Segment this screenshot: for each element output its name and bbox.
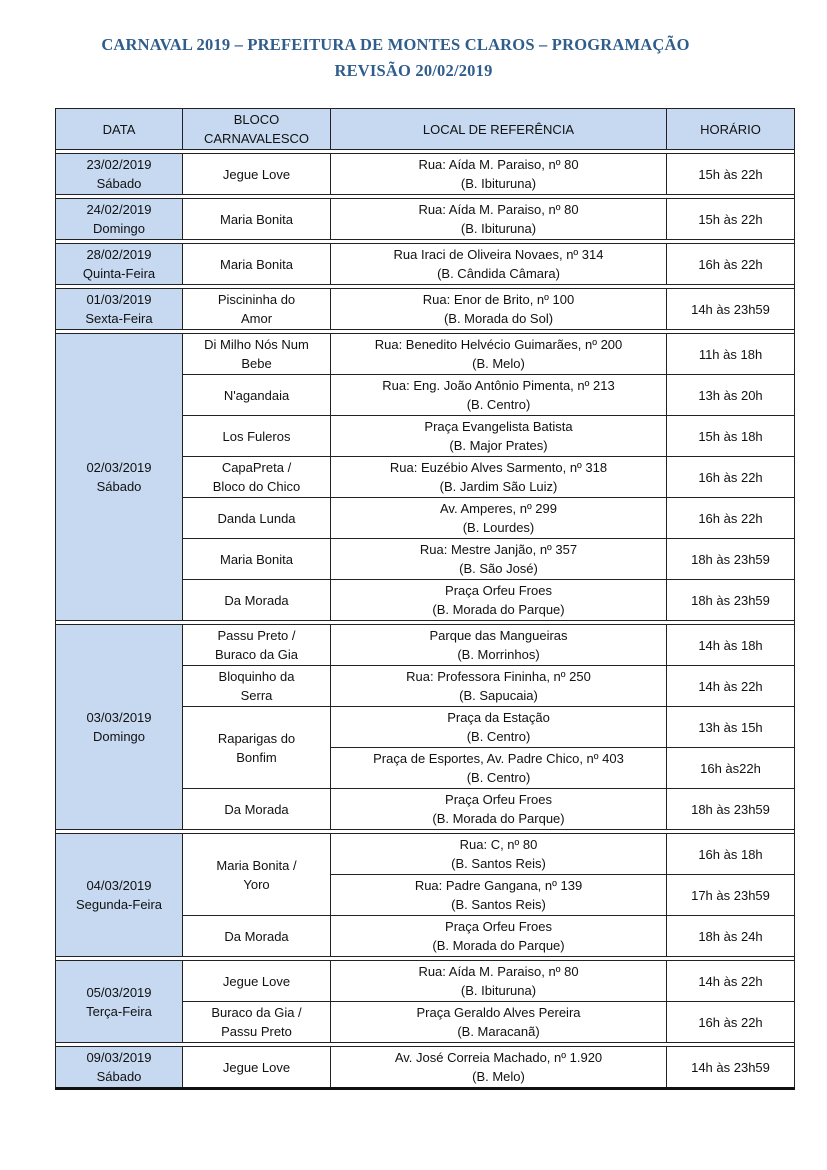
local-cell — [331, 498, 667, 539]
local-cell-line: Rua: Aída M. Paraiso, nº 80 — [418, 964, 579, 979]
bloco-cell-line: Maria Bonita — [220, 211, 293, 227]
bloco-cell-line: Jegue Love — [222, 166, 291, 182]
local-cell-line: Praça Evangelista Batista — [424, 419, 573, 434]
local-cell-line: Praça Orfeu Froes — [445, 583, 552, 598]
local-cell — [331, 416, 667, 457]
horario-cell-line: 16h às 18h — [698, 846, 763, 862]
local-cell-line: Rua: C, nº 80 — [459, 837, 538, 852]
local-cell-line: (B. Major Prates) — [449, 438, 548, 453]
local-cell — [331, 748, 667, 789]
table-row — [56, 244, 795, 285]
bloco-cell — [183, 154, 331, 195]
local-cell — [331, 834, 667, 875]
local-cell-line: (B. Santos Reis) — [451, 897, 546, 912]
table-row — [56, 1047, 795, 1089]
bloco-cell-line: Bloquinho da — [218, 669, 295, 684]
horario-cell — [667, 789, 795, 830]
horario-cell-line: 15h às 22h — [698, 211, 763, 227]
horario-cell — [667, 875, 795, 916]
horario-cell-line: 18h às 23h59 — [691, 801, 770, 817]
horario-cell-line: 14h às 18h — [698, 637, 763, 653]
bloco-cell — [183, 457, 331, 498]
horario-cell-line: 15h às 22h — [698, 166, 763, 182]
bloco-cell-line: Maria Bonita / — [216, 857, 297, 873]
local-cell — [331, 875, 667, 916]
bloco-cell — [183, 916, 331, 957]
bloco-cell — [183, 416, 331, 457]
date-cell-line: 28/02/2019 — [86, 247, 152, 262]
bloco-cell — [183, 498, 331, 539]
local-cell-line: (B. Santos Reis) — [451, 856, 546, 871]
local-cell-line: (B. Sapucaia) — [459, 688, 538, 703]
horario-cell — [667, 289, 795, 330]
local-cell-line: Rua: Mestre Janjão, nº 357 — [419, 542, 578, 557]
bloco-cell — [183, 334, 331, 375]
local-cell-line: (B. Centro) — [466, 770, 531, 785]
bloco-cell — [183, 580, 331, 621]
bloco-cell — [183, 1002, 331, 1043]
local-cell-line: Rua Iraci de Oliveira Novaes, nº 314 — [393, 247, 604, 262]
horario-cell — [667, 916, 795, 957]
horario-cell — [667, 748, 795, 789]
local-cell-line: (B. Centro) — [466, 397, 531, 412]
table-row — [56, 834, 795, 875]
local-cell-line: Rua: Enor de Brito, nº 100 — [422, 292, 575, 307]
local-cell — [331, 539, 667, 580]
local-cell-line: (B. Lourdes) — [462, 520, 535, 535]
table-row — [56, 154, 795, 195]
bloco-cell — [183, 539, 331, 580]
bloco-cell-line: Raparigas do — [217, 730, 296, 746]
date-cell-line: Domingo — [92, 221, 146, 236]
date-cell-line: Terça-Feira — [86, 1003, 152, 1019]
local-cell — [331, 707, 667, 748]
horario-cell — [667, 199, 795, 240]
horario-cell — [667, 498, 795, 539]
local-cell-line: (B. Ibituruna) — [460, 983, 537, 998]
horario-cell — [667, 625, 795, 666]
date-cell-line: Sexta-Feira — [85, 311, 153, 326]
horario-cell-line: 16h às22h — [700, 760, 761, 776]
horario-cell — [667, 416, 795, 457]
table-row — [56, 289, 795, 330]
local-cell — [331, 244, 667, 285]
horario-cell-line: 11h às 18h — [698, 346, 763, 362]
bloco-cell — [183, 961, 331, 1002]
bloco-cell — [183, 375, 331, 416]
local-cell — [331, 375, 667, 416]
horario-cell-line: 16h às 22h — [698, 1014, 763, 1030]
horario-cell — [667, 961, 795, 1002]
local-cell-line: (B. Morada do Parque) — [432, 602, 565, 617]
local-cell — [331, 580, 667, 621]
table-row — [56, 625, 795, 666]
horario-cell — [667, 375, 795, 416]
bloco-cell-line: Bonfim — [236, 749, 277, 765]
col-bloco-header — [183, 109, 331, 150]
date-cell-line: 09/03/2019 — [86, 1050, 152, 1065]
local-cell — [331, 625, 667, 666]
table-row — [56, 334, 795, 375]
local-cell — [331, 961, 667, 1002]
date-cell-line: 23/02/2019 — [86, 157, 152, 172]
horario-cell-line: 16h às 22h — [698, 510, 763, 526]
bloco-cell — [183, 707, 331, 789]
col-bloco-header-line: CARNAVALESCO — [204, 131, 309, 146]
local-cell-line: Rua: Padre Gangana, nº 139 — [414, 878, 583, 893]
horario-cell-line: 16h às 22h — [698, 256, 763, 272]
horario-cell-line: 14h às 23h59 — [691, 1059, 770, 1075]
local-cell-line: (B. Morada do Parque) — [432, 811, 565, 826]
horario-cell-line: 16h às 22h — [698, 469, 763, 485]
date-cell — [56, 199, 183, 240]
date-cell-line: 03/03/2019 — [86, 710, 152, 725]
table-row — [56, 199, 795, 240]
bloco-cell — [183, 199, 331, 240]
local-cell-line: (B. Ibituruna) — [460, 176, 537, 191]
date-cell-line: 01/03/2019 — [86, 292, 152, 307]
local-cell-line: (B. Melo) — [472, 1069, 525, 1084]
horario-cell — [667, 457, 795, 498]
col-bloco-header-line: BLOCO — [233, 112, 280, 127]
horario-cell-line: 14h às 22h — [698, 973, 763, 989]
bloco-cell-line: N'agandaia — [223, 387, 290, 403]
date-cell-line: Sábado — [96, 479, 142, 494]
horario-cell — [667, 707, 795, 748]
bloco-cell-line: Jegue Love — [222, 973, 291, 989]
date-cell — [56, 334, 183, 621]
local-cell-line: Praça de Esportes, Av. Padre Chico, nº 403 — [373, 751, 624, 766]
col-horario-header-line: HORÁRIO — [700, 121, 761, 137]
local-cell — [331, 289, 667, 330]
horario-cell-line: 13h às 15h — [698, 719, 763, 735]
bloco-cell — [183, 789, 331, 830]
horario-cell-line: 14h às 22h — [698, 678, 763, 694]
bloco-cell-line: Buraco da Gia / — [211, 1005, 302, 1020]
date-cell-line: 05/03/2019 — [86, 984, 152, 1000]
horario-cell-line: 15h às 18h — [698, 428, 763, 444]
bloco-cell — [183, 666, 331, 707]
local-cell-line: (B. Ibituruna) — [460, 221, 537, 236]
local-cell — [331, 916, 667, 957]
date-cell-line: 04/03/2019 — [86, 878, 152, 893]
bloco-cell-line: Da Morada — [224, 928, 289, 944]
date-cell — [56, 625, 183, 830]
date-cell-line: Domingo — [92, 729, 146, 744]
local-cell-line: Rua: Professora Fininha, nº 250 — [406, 669, 591, 684]
local-cell — [331, 457, 667, 498]
local-cell — [331, 666, 667, 707]
horario-cell-line: 13h às 20h — [698, 387, 763, 403]
bloco-cell-line: Da Morada — [224, 801, 289, 817]
local-cell — [331, 199, 667, 240]
local-cell-line: Praça da Estação — [447, 710, 550, 725]
horario-cell-line: 17h às 23h59 — [691, 887, 770, 903]
local-cell — [331, 334, 667, 375]
bloco-cell-line: Piscininha do — [217, 292, 296, 307]
horario-cell — [667, 539, 795, 580]
date-cell — [56, 244, 183, 285]
local-cell-line: Praça Orfeu Froes — [445, 919, 552, 934]
horario-cell-line: 18h às 24h — [698, 928, 763, 944]
bloco-cell — [183, 1047, 331, 1089]
local-cell-line: (B. Melo) — [472, 356, 525, 371]
date-cell — [56, 834, 183, 957]
bloco-cell-line: Jegue Love — [222, 1059, 291, 1075]
col-local-header — [331, 109, 667, 150]
bloco-cell — [183, 834, 331, 916]
horario-cell — [667, 1002, 795, 1043]
document-title: CARNAVAL 2019 – PREFEITURA DE MONTES CLAROS – PROGRAMAÇÃO — [101, 35, 690, 54]
local-cell-line: (B. Maracanã) — [457, 1024, 540, 1039]
bloco-cell — [183, 625, 331, 666]
horario-cell-line: 14h às 23h59 — [691, 301, 770, 317]
horario-cell — [667, 580, 795, 621]
bloco-cell-line: Maria Bonita — [220, 551, 293, 567]
local-cell-line: Praça Geraldo Alves Pereira — [416, 1005, 581, 1020]
col-local-header-line: LOCAL DE REFERÊNCIA — [422, 121, 575, 137]
bloco-cell-line: Da Morada — [224, 592, 289, 608]
local-cell-line: (B. São José) — [459, 561, 538, 576]
local-cell-line: (B. Centro) — [466, 729, 531, 744]
local-cell-line: Rua: Aída M. Paraiso, nº 80 — [418, 202, 579, 217]
date-cell-line: 02/03/2019 — [86, 460, 152, 475]
local-cell-line: (B. Morada do Sol) — [443, 311, 554, 326]
revision-date: REVISÃO 20/02/2019 — [334, 61, 493, 80]
bloco-cell — [183, 289, 331, 330]
bloco-cell-line: Bloco do Chico — [212, 479, 301, 494]
table-header-row — [56, 109, 795, 150]
date-cell-line: Quinta-Feira — [82, 266, 156, 281]
local-cell — [331, 1047, 667, 1089]
local-cell-line: Praça Orfeu Froes — [445, 792, 552, 807]
date-cell-line: Segunda-Feira — [76, 897, 162, 912]
bloco-cell — [183, 244, 331, 285]
bloco-cell-line: Maria Bonita — [220, 256, 293, 272]
bloco-cell-line: Bebe — [241, 356, 272, 371]
horario-cell-line: 18h às 23h59 — [691, 592, 770, 608]
local-cell-line: (B. Jardim São Luiz) — [439, 479, 558, 494]
date-cell — [56, 1047, 183, 1089]
col-date-header — [56, 109, 183, 150]
bloco-cell-line: Amor — [240, 311, 273, 326]
bloco-cell-line: CapaPreta / — [221, 460, 292, 475]
schedule-table — [55, 108, 795, 1090]
bloco-cell-line: Los Fuleros — [222, 428, 291, 444]
local-cell — [331, 154, 667, 195]
bloco-cell-line: Buraco da Gia — [214, 647, 299, 662]
col-horario-header — [667, 109, 795, 150]
table-row — [56, 961, 795, 1002]
bloco-cell-line: Passu Preto — [221, 1024, 292, 1039]
local-cell-line: Av. Amperes, nº 299 — [440, 501, 557, 516]
local-cell — [331, 1002, 667, 1043]
local-cell-line: (B. Morada do Parque) — [432, 938, 565, 953]
date-cell-line: Sábado — [96, 176, 142, 191]
local-cell — [331, 789, 667, 830]
horario-cell — [667, 1047, 795, 1089]
bloco-cell-line: Serra — [240, 688, 273, 703]
horario-cell-line: 18h às 23h59 — [691, 551, 770, 567]
date-cell — [56, 961, 183, 1043]
horario-cell — [667, 154, 795, 195]
local-cell-line: Rua: Euzébio Alves Sarmento, nº 318 — [389, 460, 608, 475]
date-cell — [56, 154, 183, 195]
local-cell-line: Rua: Aída M. Paraiso, nº 80 — [418, 157, 579, 172]
col-date-header-line: DATA — [102, 121, 136, 137]
local-cell-line: (B. Morrinhos) — [457, 647, 540, 662]
horario-cell — [667, 666, 795, 707]
date-cell-line: Sábado — [96, 1069, 142, 1084]
local-cell-line: Parque das Mangueiras — [429, 628, 568, 643]
bloco-cell-line: Di Milho Nós Num — [204, 337, 309, 352]
local-cell-line: Rua: Eng. João Antônio Pimenta, nº 213 — [382, 378, 615, 393]
bloco-cell-line: Danda Lunda — [217, 510, 296, 526]
date-cell — [56, 289, 183, 330]
horario-cell — [667, 244, 795, 285]
local-cell-line: Rua: Benedito Helvécio Guimarães, nº 200 — [374, 337, 623, 352]
local-cell-line: (B. Cândida Câmara) — [437, 266, 560, 281]
local-cell-line: Av. José Correia Machado, nº 1.920 — [394, 1050, 603, 1065]
bloco-cell-line: Yoro — [243, 876, 270, 892]
date-cell-line: 24/02/2019 — [86, 202, 152, 217]
horario-cell — [667, 834, 795, 875]
bloco-cell-line: Passu Preto / — [217, 628, 296, 643]
horario-cell — [667, 334, 795, 375]
